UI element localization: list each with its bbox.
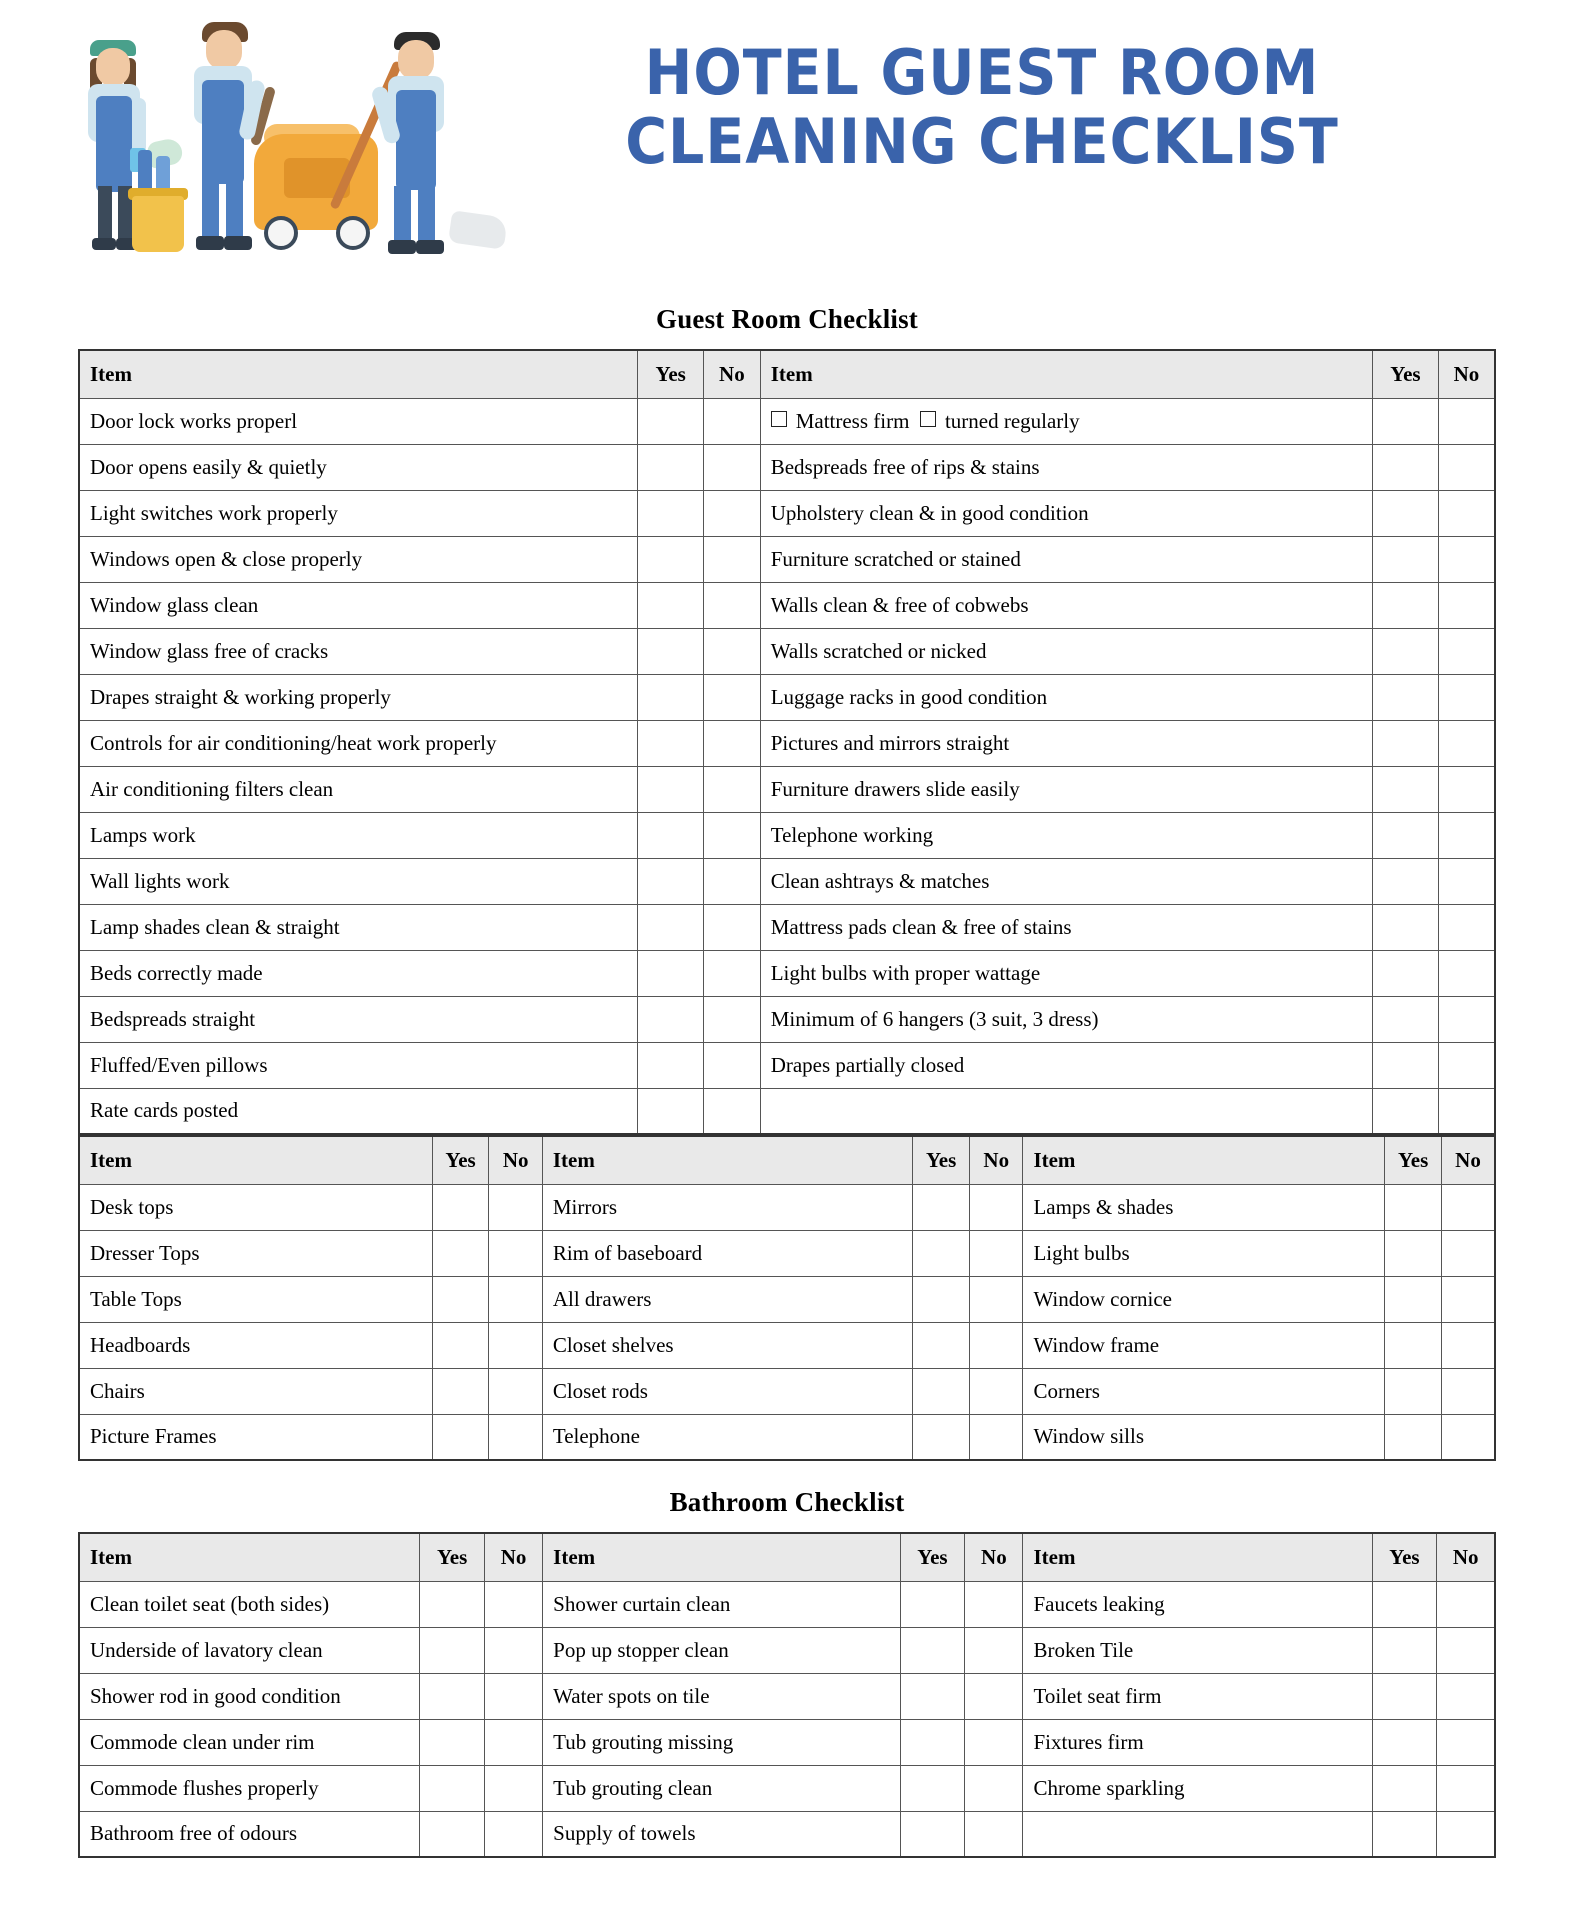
column-header-yes-1: Yes (432, 1136, 489, 1184)
illustration-part (416, 240, 444, 254)
checkbox-cell-no[interactable] (704, 720, 761, 766)
column-header-no-3: No (1442, 1136, 1495, 1184)
checkbox-cell-yes[interactable] (1373, 398, 1439, 444)
column-header-item-3: Item (1023, 1136, 1385, 1184)
checkbox-cell-yes[interactable] (420, 1765, 485, 1811)
checkbox-cell-yes[interactable] (1385, 1414, 1442, 1460)
checkbox-cell-yes[interactable] (638, 950, 704, 996)
checkbox-cell-yes[interactable] (913, 1230, 970, 1276)
checklist-item-label: Water spots on tile (543, 1673, 900, 1719)
checkbox-cell-no[interactable] (970, 1414, 1023, 1460)
checklist-item-label: Broken Tile (1023, 1627, 1372, 1673)
checklist-item-label: Headboards (79, 1322, 432, 1368)
checkbox-cell-no[interactable] (704, 812, 761, 858)
checklist-item-label: Corners (1023, 1368, 1385, 1414)
checklist-item-label: Door opens easily & quietly (79, 444, 638, 490)
column-header-no-left: No (704, 350, 761, 398)
checkbox-cell-no[interactable] (704, 950, 761, 996)
checkbox-cell-yes[interactable] (900, 1765, 965, 1811)
checkbox-cell-no[interactable] (965, 1673, 1023, 1719)
checklist-item-label: Mattress pads clean & free of stains (760, 904, 1372, 950)
checkbox-cell-no[interactable] (1437, 1581, 1495, 1627)
page-title (508, 0, 1496, 177)
illustration-part (336, 216, 370, 250)
checkbox-icon[interactable] (771, 411, 787, 427)
checkbox-cell-no[interactable] (1438, 858, 1495, 904)
checkbox-cell-yes[interactable] (1373, 582, 1439, 628)
checklist-item-label: Shower rod in good condition (79, 1673, 420, 1719)
checkbox-cell-no[interactable] (1442, 1368, 1495, 1414)
checkbox-cell-yes[interactable] (1372, 1673, 1437, 1719)
checkbox-cell-no[interactable] (704, 628, 761, 674)
illustration-part (96, 48, 130, 86)
illustration-part (226, 178, 243, 240)
checkbox-cell-yes[interactable] (420, 1581, 485, 1627)
checkbox-cell-yes[interactable] (638, 490, 704, 536)
column-header-yes-3: Yes (1372, 1533, 1437, 1581)
checkbox-cell-no[interactable] (1438, 582, 1495, 628)
checkbox-cell-no[interactable] (1437, 1765, 1495, 1811)
table-header-row (79, 1533, 1495, 1581)
checkbox-cell-yes[interactable] (1385, 1184, 1442, 1230)
illustration-part (388, 240, 416, 254)
checkbox-cell-no[interactable] (704, 398, 761, 444)
checkbox-cell-no[interactable] (704, 536, 761, 582)
checkbox-cell-yes[interactable] (1385, 1276, 1442, 1322)
table-row (79, 1088, 1495, 1134)
checkbox-cell-yes[interactable] (420, 1627, 485, 1673)
checkbox-cell-no[interactable] (489, 1414, 542, 1460)
checklist-item-label: Closet shelves (542, 1322, 912, 1368)
section-heading-guest-room: Guest Room Checklist (656, 304, 918, 334)
checkbox-cell-no[interactable] (704, 766, 761, 812)
checkbox-cell-no[interactable] (485, 1673, 543, 1719)
table-row (79, 1414, 1495, 1460)
table-row (79, 398, 1495, 444)
illustration-part (264, 216, 298, 250)
checklist-item-label: All drawers (542, 1276, 912, 1322)
checkbox-cell-yes[interactable] (638, 628, 704, 674)
table-row (79, 904, 1495, 950)
checklist-item-label: Luggage racks in good condition (760, 674, 1372, 720)
checkbox-cell-no[interactable] (704, 996, 761, 1042)
document-header (78, 0, 1496, 300)
table-header-row (79, 350, 1495, 398)
checkbox-cell-no[interactable] (489, 1368, 542, 1414)
checkbox-cell-no[interactable] (704, 674, 761, 720)
table-row (79, 1673, 1495, 1719)
illustration-part (448, 210, 508, 249)
checklist-item-label: Walls clean & free of cobwebs (760, 582, 1372, 628)
checkbox-cell-yes[interactable] (638, 674, 704, 720)
checkbox-cell-no[interactable] (1438, 904, 1495, 950)
checkbox-cell-no[interactable] (704, 490, 761, 536)
illustration-part (396, 90, 436, 190)
checkbox-cell-yes[interactable] (638, 536, 704, 582)
checkbox-cell-no[interactable] (1442, 1230, 1495, 1276)
table-row (79, 1811, 1495, 1857)
checklist-item-label: Bathroom free of odours (79, 1811, 420, 1857)
checkbox-cell-no[interactable] (1437, 1627, 1495, 1673)
checklist-item-label: Fluffed/Even pillows (79, 1042, 638, 1088)
checkbox-cell-yes[interactable] (638, 398, 704, 444)
checkbox-cell-no[interactable] (1438, 720, 1495, 766)
checkbox-cell-no[interactable] (970, 1368, 1023, 1414)
table-row (79, 1230, 1495, 1276)
checkbox-cell-yes[interactable] (1373, 996, 1439, 1042)
checklist-item-label: Commode flushes properly (79, 1765, 420, 1811)
checklist-item-label: Light bulbs (1023, 1230, 1385, 1276)
checklist-item-label: Clean ashtrays & matches (760, 858, 1372, 904)
table-row (79, 674, 1495, 720)
table-row (79, 812, 1495, 858)
checkbox-cell-yes[interactable] (1373, 720, 1439, 766)
illustration-part (132, 196, 184, 252)
checklist-item-label: Bedspreads free of rips & stains (760, 444, 1372, 490)
checkbox-cell-yes[interactable] (1385, 1368, 1442, 1414)
column-header-item-right: Item (760, 350, 1372, 398)
checklist-item-label: Lamps work (79, 812, 638, 858)
checkbox-cell-yes[interactable] (420, 1719, 485, 1765)
checkbox-cell-yes[interactable] (638, 1088, 704, 1134)
illustration-part (92, 238, 116, 250)
checkbox-cell-yes[interactable] (1373, 490, 1439, 536)
checkbox-cell-yes[interactable] (1372, 1581, 1437, 1627)
checklist-item-label: Furniture drawers slide easily (760, 766, 1372, 812)
checklist-item-label: Chairs (79, 1368, 432, 1414)
checkbox-cell-no[interactable] (965, 1581, 1023, 1627)
illustration-part (202, 80, 244, 184)
checklist-item-label: Window frame (1023, 1322, 1385, 1368)
checkbox-cell-yes[interactable] (1373, 904, 1439, 950)
column-header-item-2: Item (542, 1136, 912, 1184)
column-header-item-1: Item (79, 1136, 432, 1184)
checklist-item-label: Dresser Tops (79, 1230, 432, 1276)
checkbox-cell-yes[interactable] (1372, 1765, 1437, 1811)
column-header-yes-1: Yes (420, 1533, 485, 1581)
checkbox-cell-no[interactable] (489, 1230, 542, 1276)
page-title-line2: CLEANING CHECKLIST (625, 105, 1339, 179)
checkbox-cell-no[interactable] (489, 1184, 542, 1230)
checklist-item-label: Light switches work properly (79, 490, 638, 536)
table-row (79, 858, 1495, 904)
checklist-item-label: Minimum of 6 hangers (3 suit, 3 dress) (760, 996, 1372, 1042)
checkbox-cell-yes[interactable] (638, 996, 704, 1042)
illustration-part (98, 186, 112, 242)
checkbox-cell-no[interactable] (1442, 1276, 1495, 1322)
checkbox-cell-yes[interactable] (900, 1673, 965, 1719)
checklist-item-label: Closet rods (542, 1368, 912, 1414)
checklist-item-label: Chrome sparkling (1023, 1765, 1372, 1811)
checkbox-cell-yes[interactable] (900, 1719, 965, 1765)
checkbox-cell-no[interactable] (965, 1627, 1023, 1673)
checkbox-cell-yes[interactable] (1373, 812, 1439, 858)
checkbox-cell-no[interactable] (489, 1322, 542, 1368)
checkbox-cell-yes[interactable] (420, 1811, 485, 1857)
checkbox-cell-no[interactable] (704, 1042, 761, 1088)
checklist-item-label: Clean toilet seat (both sides) (79, 1581, 420, 1627)
checkbox-cell-no[interactable] (1442, 1414, 1495, 1460)
checklist-item-label: Window sills (1023, 1414, 1385, 1460)
checkbox-cell-yes[interactable] (638, 812, 704, 858)
guest-room-main-table (78, 349, 1496, 1135)
checklist-item-label: Tub grouting clean (543, 1765, 900, 1811)
table-row (79, 536, 1495, 582)
checklist-item-label: Wall lights work (79, 858, 638, 904)
illustration-part (224, 236, 252, 250)
checkbox-cell-no[interactable] (485, 1811, 543, 1857)
checkbox-cell-yes[interactable] (1373, 536, 1439, 582)
checkbox-cell-yes[interactable] (432, 1368, 489, 1414)
checklist-item-label: Rate cards posted (79, 1088, 638, 1134)
illustration-part (202, 178, 219, 240)
checklist-item-label: Window cornice (1023, 1276, 1385, 1322)
checklist-item-label: Toilet seat firm (1023, 1673, 1372, 1719)
checkbox-cell-no[interactable] (489, 1276, 542, 1322)
column-header-no-right: No (1438, 350, 1495, 398)
checklist-item-label: Lamp shades clean & straight (79, 904, 638, 950)
checklist-item-label: Walls scratched or nicked (760, 628, 1372, 674)
checkbox-cell-no[interactable] (1438, 1088, 1495, 1134)
checkbox-cell-no[interactable] (1438, 628, 1495, 674)
checkbox-cell-no[interactable] (485, 1581, 543, 1627)
checkbox-cell-no[interactable] (1438, 996, 1495, 1042)
table-row (79, 490, 1495, 536)
checkbox-cell-no[interactable] (970, 1184, 1023, 1230)
checkbox-cell-yes[interactable] (638, 582, 704, 628)
checkbox-cell-no[interactable] (1437, 1811, 1495, 1857)
checkbox-cell-no[interactable] (970, 1230, 1023, 1276)
checkbox-cell-yes[interactable] (638, 720, 704, 766)
column-header-no-3: No (1437, 1533, 1495, 1581)
checklist-item-label: Drapes straight & working properly (79, 674, 638, 720)
checkbox-cell-yes[interactable] (913, 1322, 970, 1368)
checkbox-cell-yes[interactable] (1372, 1627, 1437, 1673)
checklist-item-label: Fixtures firm (1023, 1719, 1372, 1765)
checkbox-cell-yes[interactable] (1385, 1322, 1442, 1368)
illustration-part (132, 98, 146, 154)
table-row (79, 766, 1495, 812)
column-header-yes-2: Yes (913, 1136, 970, 1184)
checkbox-cell-no[interactable] (965, 1811, 1023, 1857)
bathroom-main-table (78, 1532, 1496, 1858)
checkbox-cell-yes[interactable] (1373, 1042, 1439, 1088)
checkbox-cell-yes[interactable] (638, 904, 704, 950)
checklist-item-label: Air conditioning filters clean (79, 766, 638, 812)
checkbox-cell-no[interactable] (965, 1765, 1023, 1811)
table-header-row (79, 1136, 1495, 1184)
checklist-item-label: Door lock works properl (79, 398, 638, 444)
checklist-item-label: Telephone (542, 1414, 912, 1460)
checkbox-cell-no[interactable] (485, 1719, 543, 1765)
checklist-item-label: Controls for air conditioning/heat work properly (79, 720, 638, 766)
checklist-item-label: Commode clean under rim (79, 1719, 420, 1765)
column-header-no-2: No (970, 1136, 1023, 1184)
checklist-item-label: Mirrors (542, 1184, 912, 1230)
checkbox-cell-yes[interactable] (638, 858, 704, 904)
illustration-part (196, 236, 224, 250)
illustration-part (398, 40, 434, 80)
checkbox-cell-no[interactable] (1438, 1042, 1495, 1088)
checkbox-cell-yes[interactable] (1372, 1719, 1437, 1765)
checklist-item-label: Furniture scratched or stained (760, 536, 1372, 582)
checkbox-cell-yes[interactable] (432, 1184, 489, 1230)
checklist-item-label (1023, 1811, 1372, 1857)
checklist-item-label: Window glass clean (79, 582, 638, 628)
checkbox-cell-no[interactable] (965, 1719, 1023, 1765)
section-heading-bathroom: Bathroom Checklist (669, 1487, 905, 1517)
checkbox-cell-no[interactable] (1438, 812, 1495, 858)
checkbox-cell-no[interactable] (704, 444, 761, 490)
checklist-item-label: Lamps & shades (1023, 1184, 1385, 1230)
table-row (79, 582, 1495, 628)
checkbox-cell-no[interactable] (1438, 444, 1495, 490)
checkbox-cell-yes[interactable] (638, 1042, 704, 1088)
table-row (79, 1581, 1495, 1627)
column-header-yes-2: Yes (900, 1533, 965, 1581)
guest-room-dusting-table (78, 1135, 1496, 1461)
illustration-part (418, 186, 435, 244)
checkbox-cell-no[interactable] (1442, 1322, 1495, 1368)
checkbox-cell-no[interactable] (1438, 766, 1495, 812)
checkbox-cell-yes[interactable] (638, 444, 704, 490)
checkbox-cell-yes[interactable] (420, 1673, 485, 1719)
checklist-item-label: Rim of baseboard (542, 1230, 912, 1276)
checklist-item-label: Upholstery clean & in good condition (760, 490, 1372, 536)
checklist-item-label: Telephone working (760, 812, 1372, 858)
checkbox-cell-no[interactable] (970, 1276, 1023, 1322)
checklist-item-label: Table Tops (79, 1276, 432, 1322)
checklist-item-label: Tub grouting missing (543, 1719, 900, 1765)
checkbox-cell-no[interactable] (1442, 1184, 1495, 1230)
checkbox-cell-yes[interactable] (900, 1627, 965, 1673)
table-row (79, 1719, 1495, 1765)
column-header-item-1: Item (79, 1533, 420, 1581)
checklist-item-label: Supply of towels (543, 1811, 900, 1857)
checkbox-cell-yes[interactable] (1373, 444, 1439, 490)
checkbox-cell-no[interactable] (485, 1765, 543, 1811)
table-row (79, 1184, 1495, 1230)
illustration-part (206, 30, 242, 70)
table-row (79, 628, 1495, 674)
checkbox-cell-yes[interactable] (913, 1414, 970, 1460)
checklist-item-label: Pop up stopper clean (543, 1627, 900, 1673)
column-header-item-left: Item (79, 350, 638, 398)
checklist-item-label: Light bulbs with proper wattage (760, 950, 1372, 996)
table-row (79, 1322, 1495, 1368)
column-header-no-2: No (965, 1533, 1023, 1581)
checkbox-cell-no[interactable] (1438, 536, 1495, 582)
checklist-item-label: Faucets leaking (1023, 1581, 1372, 1627)
checklist-item-label: Drapes partially closed (760, 1042, 1372, 1088)
checklist-item-label: Window glass free of cracks (79, 628, 638, 674)
checklist-item-label: Bedspreads straight (79, 996, 638, 1042)
checkbox-cell-yes[interactable] (1373, 628, 1439, 674)
checklist-item-label (760, 1088, 1372, 1134)
table-row (79, 444, 1495, 490)
checkbox-cell-yes[interactable] (1373, 1088, 1439, 1134)
column-header-yes-3: Yes (1385, 1136, 1442, 1184)
table-row (79, 1765, 1495, 1811)
table-row (79, 996, 1495, 1042)
checkbox-cell-yes[interactable] (900, 1811, 965, 1857)
page-title-line1: HOTEL GUEST ROOM (644, 36, 1320, 109)
checkbox-cell-yes[interactable] (900, 1581, 965, 1627)
column-header-no-1: No (485, 1533, 543, 1581)
table-row (79, 720, 1495, 766)
checkbox-cell-yes[interactable] (432, 1276, 489, 1322)
checkbox-cell-yes[interactable] (432, 1230, 489, 1276)
table-row (79, 1042, 1495, 1088)
table-row (79, 950, 1495, 996)
checkbox-cell-no[interactable] (1438, 398, 1495, 444)
table-row (79, 1368, 1495, 1414)
checkbox-cell-yes[interactable] (638, 766, 704, 812)
column-header-item-3: Item (1023, 1533, 1372, 1581)
checkbox-cell-no[interactable] (1438, 950, 1495, 996)
table-row (79, 1276, 1495, 1322)
checkbox-cell-no[interactable] (1438, 490, 1495, 536)
illustration-part (394, 186, 411, 244)
checkbox-cell-no[interactable] (1437, 1673, 1495, 1719)
checklist-item-label: Windows open & close properly (79, 536, 638, 582)
checklist-item-label: Picture Frames (79, 1414, 432, 1460)
checkbox-cell-no[interactable] (485, 1627, 543, 1673)
checklist-item-label: Underside of lavatory clean (79, 1627, 420, 1673)
checklist-item-label: Desk tops (79, 1184, 432, 1230)
checkbox-cell-yes[interactable] (432, 1322, 489, 1368)
checkbox-cell-yes[interactable] (432, 1414, 489, 1460)
checkbox-cell-yes[interactable] (1373, 950, 1439, 996)
checkbox-cell-no[interactable] (704, 1088, 761, 1134)
checkbox-cell-yes[interactable] (1373, 674, 1439, 720)
checkbox-cell-no[interactable] (704, 582, 761, 628)
checklist-item-label: Beds correctly made (79, 950, 638, 996)
checkbox-cell-no[interactable] (1438, 674, 1495, 720)
checkbox-cell-no[interactable] (970, 1322, 1023, 1368)
checklist-item-label: Mattress firm turned regularly (760, 398, 1372, 444)
column-header-yes-left: Yes (638, 350, 704, 398)
table-row (79, 1627, 1495, 1673)
checklist-item-label: Pictures and mirrors straight (760, 720, 1372, 766)
checkbox-cell-yes[interactable] (913, 1184, 970, 1230)
column-header-no-1: No (489, 1136, 542, 1184)
column-header-item-2: Item (543, 1533, 900, 1581)
column-header-yes-right: Yes (1373, 350, 1439, 398)
checkbox-cell-no[interactable] (704, 904, 761, 950)
checkbox-cell-yes[interactable] (1373, 766, 1439, 812)
checklist-item-label: Shower curtain clean (543, 1581, 900, 1627)
checkbox-cell-yes[interactable] (1385, 1230, 1442, 1276)
illustration-part (96, 96, 132, 192)
checkbox-cell-yes[interactable] (913, 1368, 970, 1414)
checkbox-cell-no[interactable] (704, 858, 761, 904)
cleaning-staff-illustration (78, 0, 508, 290)
checkbox-cell-yes[interactable] (1373, 858, 1439, 904)
checkbox-cell-no[interactable] (1437, 1719, 1495, 1765)
checkbox-icon[interactable] (920, 411, 936, 427)
checkbox-cell-yes[interactable] (1372, 1811, 1437, 1857)
checkbox-cell-yes[interactable] (913, 1276, 970, 1322)
